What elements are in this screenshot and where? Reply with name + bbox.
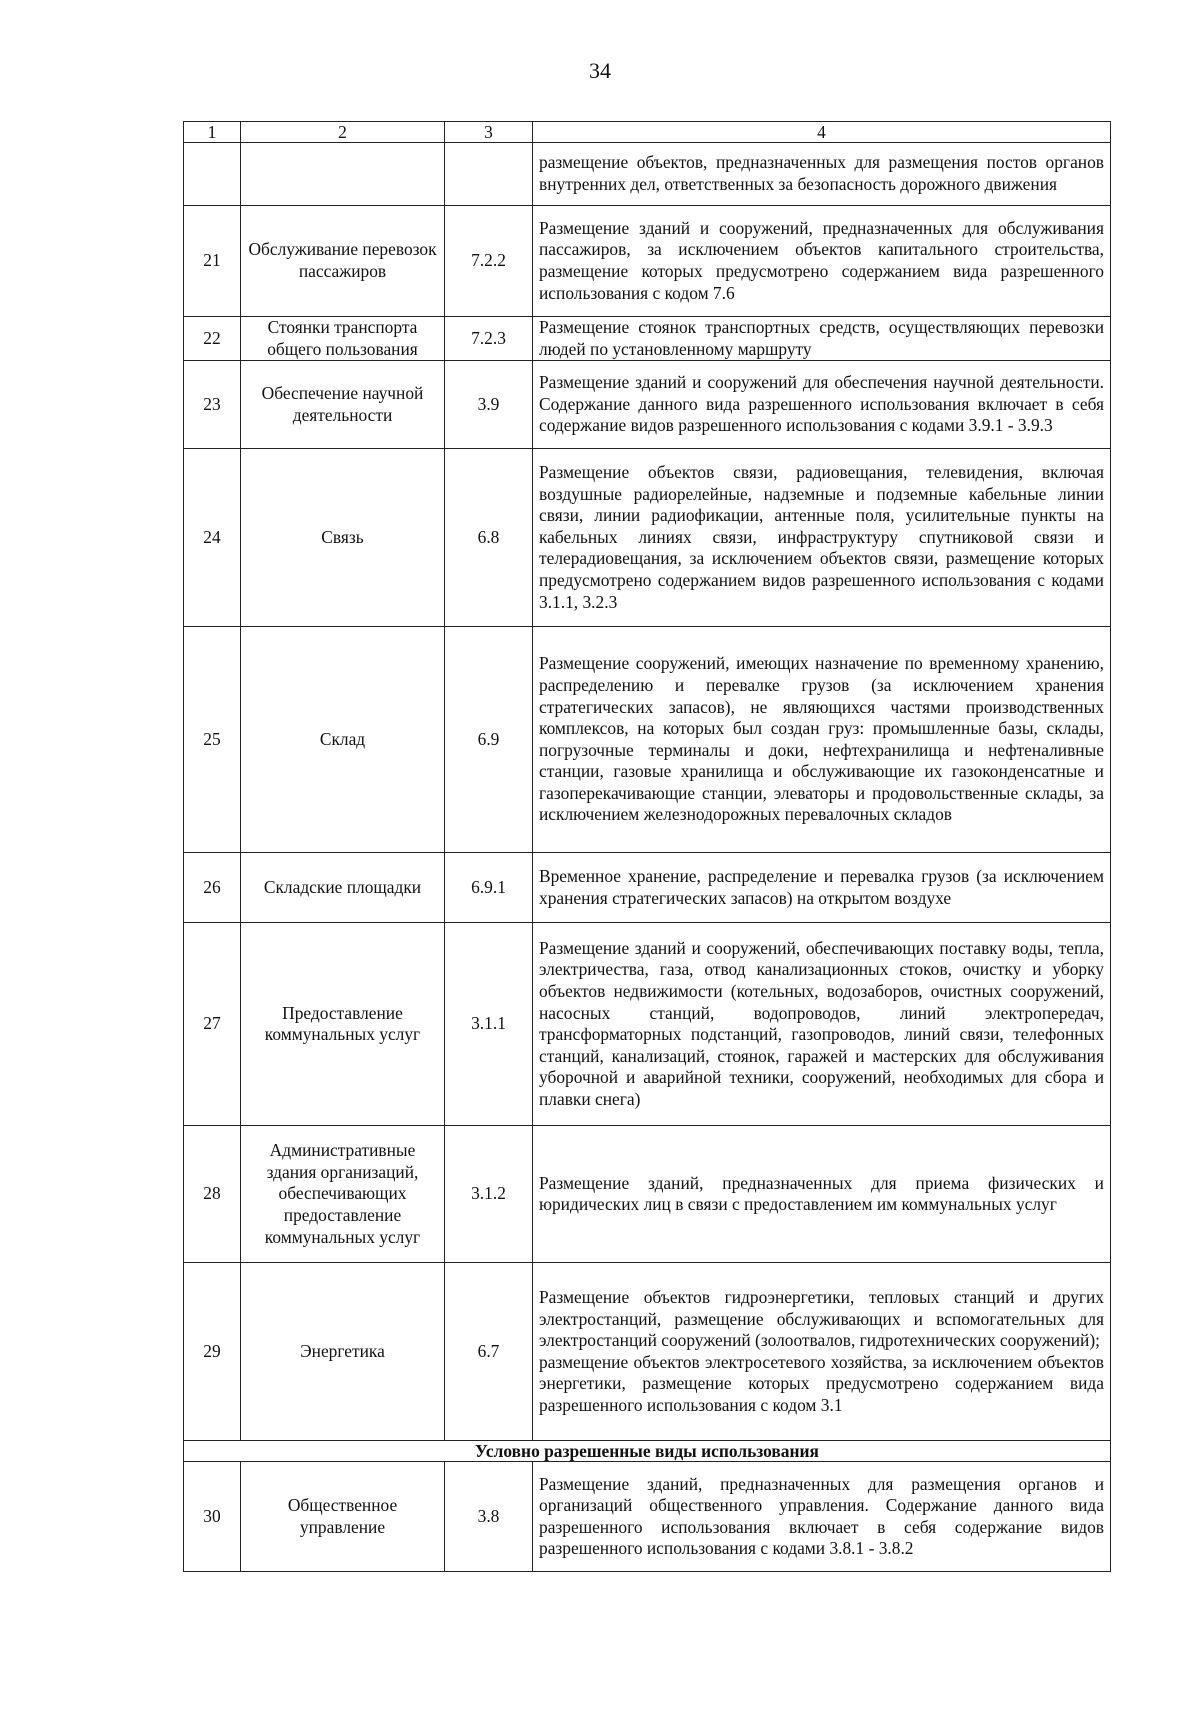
row-use-name: Общественное управление — [241, 1462, 445, 1572]
row-number: 24 — [184, 449, 241, 627]
row-code: 3.9 — [445, 361, 533, 449]
row-number: 22 — [184, 317, 241, 361]
table-row — [184, 317, 1111, 361]
row-number: 21 — [184, 206, 241, 317]
row-number: 25 — [184, 627, 241, 853]
row-use-name: Связь — [241, 449, 445, 627]
table-row — [184, 923, 1111, 1126]
row-number — [184, 143, 241, 206]
row-use-name: Склад — [241, 627, 445, 853]
row-use-name: Энергетика — [241, 1263, 445, 1441]
row-description: Размещение зданий и сооружений для обеспечения научной деятельности. Содержание данного вида разрешенного использования включает в себя содержание видов разрешенного использования с кодами 3.9.1 - 3.9.3 — [533, 361, 1111, 449]
row-description: Размещение зданий и сооружений, обеспечивающих поставку воды, тепла, электричества, газа, отвод канализационных стоков, очистку и уборку объектов недвижимости (котельных, водозаборов, очистных сооружений, насосных станций, водопроводов, линий электропередач, трансформаторных подстанций, газопроводов, линий связи, телефонных станций, канализаций, стоянок, гаражей и мастерских для обслуживания уборочной и аварийной техники, сооружений, необходимых для сбора и плавки снега) — [533, 923, 1111, 1126]
row-use-name: Обеспечение научной деятельности — [241, 361, 445, 449]
row-number: 30 — [184, 1462, 241, 1572]
table-row — [184, 1126, 1111, 1263]
page-number: 34 — [589, 58, 611, 83]
column-header: 4 — [533, 122, 1111, 143]
row-use-name: Административные здания организаций, обеспечивающих предоставление коммунальных услуг — [241, 1126, 445, 1263]
row-description-part: Размещение объектов гидроэнергетики, тепловых станций и других электростанций, размещение обслуживающих и вспомогательных для электростанций сооружений (золоотвалов, гидротехнических сооружений); — [539, 1286, 1104, 1351]
row-number: 27 — [184, 923, 241, 1126]
row-code: 3.1.1 — [445, 923, 533, 1126]
row-description: Размещение объектов связи, радиовещания, телевидения, включая воздушные радиорелейные, надземные и подземные кабельные линии связи, линии радиофикации, антенные поля, усилительные пункты на кабельных линиях связи, инфраструктуру спутниковой связи и телерадиовещания, за исключением объектов связи, размещение которых предусмотрено содержанием видов разрешенного использования с кодами 3.1.1, 3.2.3 — [533, 449, 1111, 627]
table-row — [184, 361, 1111, 449]
row-description: Временное хранение, распределение и перевалка грузов (за исключением хранения стратегических запасов) на открытом воздухе — [533, 853, 1111, 923]
table-header-row — [184, 122, 1111, 143]
row-description-part: размещение объектов электросетевого хозяйства, за исключением объектов энергетики, размещение которых предусмотрено содержанием вида разрешенного использования с кодом 3.1 — [539, 1351, 1104, 1415]
table-row — [184, 143, 1111, 206]
table-row — [184, 449, 1111, 627]
row-number: 23 — [184, 361, 241, 449]
row-description: Размещение стоянок транспортных средств, осуществляющих перевозки людей по установленному маршруту — [533, 317, 1111, 361]
row-use-name: Предоставление коммунальных услуг — [241, 923, 445, 1126]
column-header: 3 — [445, 122, 533, 143]
row-use-name: Стоянки транспорта общего пользования — [241, 317, 445, 361]
table-row — [184, 853, 1111, 923]
row-use-name — [241, 143, 445, 206]
column-header: 1 — [184, 122, 241, 143]
row-description: Размещение зданий и сооружений, предназначенных для обслуживания пассажиров, за исключением объектов капитального строительства, размещение которых предусмотрено содержанием вида разрешенного использования с кодом 7.6 — [533, 206, 1111, 317]
row-code — [445, 143, 533, 206]
table-row — [184, 1462, 1111, 1572]
row-description: Размещение зданий, предназначенных для приема физических и юридических лиц в связи с предоставлением им коммунальных услуг — [533, 1126, 1111, 1263]
section-title: Условно разрешенные виды использования — [184, 1441, 1111, 1462]
section-row — [184, 1441, 1111, 1462]
table-row — [184, 627, 1111, 853]
row-code: 6.8 — [445, 449, 533, 627]
table-row — [184, 206, 1111, 317]
column-header: 2 — [241, 122, 445, 143]
row-code: 7.2.2 — [445, 206, 533, 317]
row-use-name: Складские площадки — [241, 853, 445, 923]
row-description: размещение объектов, предназначенных для размещения постов органов внутренних дел, ответственных за безопасность дорожного движения — [533, 143, 1111, 206]
row-use-name: Обслуживание перевозок пассажиров — [241, 206, 445, 317]
row-description: Размещение сооружений, имеющих назначение по временному хранению, распределению и перевалке грузов (за исключением хранения стратегических запасов), не являющихся частями производственных комплексов, на которых был создан груз: промышленные базы, склады, погрузочные терминалы и доки, нефтехранилища и нефтеналивные станции, газовые хранилища и обслуживающие их газоконденсатные и газоперекачивающие станции, элеваторы и продовольственные склады, за исключением железнодорожных перевалочных складов — [533, 627, 1111, 853]
row-number: 29 — [184, 1263, 241, 1441]
land-use-table — [183, 121, 1111, 1572]
row-code: 6.7 — [445, 1263, 533, 1441]
row-code: 3.8 — [445, 1462, 533, 1572]
row-description — [533, 1263, 1111, 1441]
row-code: 6.9.1 — [445, 853, 533, 923]
row-number: 28 — [184, 1126, 241, 1263]
row-code: 7.2.3 — [445, 317, 533, 361]
table-row — [184, 1263, 1111, 1441]
row-code: 3.1.2 — [445, 1126, 533, 1263]
row-description: Размещение зданий, предназначенных для размещения органов и организаций общественного управления. Содержание данного вида разрешенного использования включает в себя содержание видов разрешенного использования с кодами 3.8.1 - 3.8.2 — [533, 1462, 1111, 1572]
row-code: 6.9 — [445, 627, 533, 853]
row-number: 26 — [184, 853, 241, 923]
